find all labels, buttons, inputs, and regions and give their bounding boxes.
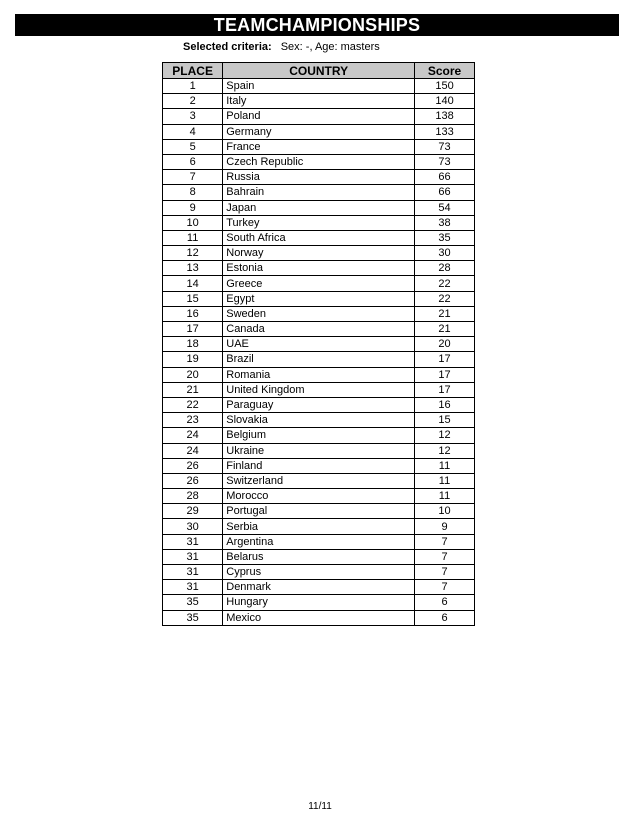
cell-country: France (223, 139, 415, 154)
cell-score: 17 (415, 367, 475, 382)
table-row (163, 185, 475, 200)
cell-country: Morocco (223, 489, 415, 504)
cell-place: 19 (163, 352, 223, 367)
cell-country: Mexico (223, 610, 415, 625)
table-row (163, 352, 475, 367)
cell-country: UAE (223, 337, 415, 352)
cell-place: 7 (163, 170, 223, 185)
cell-score: 6 (415, 595, 475, 610)
table-row (163, 443, 475, 458)
cell-country: Greece (223, 276, 415, 291)
table-row (163, 473, 475, 488)
cell-country: Poland (223, 109, 415, 124)
cell-score: 11 (415, 473, 475, 488)
header-score: Score (415, 63, 475, 79)
cell-place: 11 (163, 230, 223, 245)
table-row (163, 428, 475, 443)
table-row (163, 397, 475, 412)
cell-place: 16 (163, 306, 223, 321)
cell-place: 31 (163, 534, 223, 549)
cell-country: Argentina (223, 534, 415, 549)
table-row (163, 261, 475, 276)
cell-country: Cyprus (223, 565, 415, 580)
cell-place: 35 (163, 595, 223, 610)
cell-country: Estonia (223, 261, 415, 276)
cell-score: 28 (415, 261, 475, 276)
cell-score: 11 (415, 489, 475, 504)
cell-place: 9 (163, 200, 223, 215)
table-row (163, 170, 475, 185)
cell-country: Brazil (223, 352, 415, 367)
cell-place: 4 (163, 124, 223, 139)
cell-country: Sweden (223, 306, 415, 321)
cell-score: 7 (415, 549, 475, 564)
cell-country: Germany (223, 124, 415, 139)
cell-place: 35 (163, 610, 223, 625)
cell-country: Belarus (223, 549, 415, 564)
cell-country: Russia (223, 170, 415, 185)
cell-score: 7 (415, 580, 475, 595)
cell-place: 26 (163, 473, 223, 488)
cell-place: 28 (163, 489, 223, 504)
table-row (163, 306, 475, 321)
cell-score: 12 (415, 443, 475, 458)
table-row (163, 246, 475, 261)
table-row (163, 580, 475, 595)
cell-score: 21 (415, 322, 475, 337)
cell-score: 17 (415, 352, 475, 367)
cell-place: 22 (163, 397, 223, 412)
cell-country: Paraguay (223, 397, 415, 412)
cell-country: Turkey (223, 215, 415, 230)
table-row (163, 200, 475, 215)
cell-place: 31 (163, 549, 223, 564)
table-row (163, 565, 475, 580)
table-row (163, 367, 475, 382)
table-row (163, 230, 475, 245)
table-row (163, 413, 475, 428)
table-row (163, 458, 475, 473)
cell-place: 17 (163, 322, 223, 337)
cell-country: Hungary (223, 595, 415, 610)
cell-place: 5 (163, 139, 223, 154)
table-row (163, 504, 475, 519)
table-row (163, 337, 475, 352)
table-body (163, 79, 475, 626)
page-number: 11/11 (308, 801, 332, 812)
table-row (163, 139, 475, 154)
table-row (163, 382, 475, 397)
cell-country: Canada (223, 322, 415, 337)
cell-score: 38 (415, 215, 475, 230)
cell-score: 73 (415, 139, 475, 154)
cell-score: 73 (415, 154, 475, 169)
cell-place: 24 (163, 443, 223, 458)
table-row (163, 489, 475, 504)
cell-place: 30 (163, 519, 223, 534)
cell-country: Portugal (223, 504, 415, 519)
cell-score: 9 (415, 519, 475, 534)
cell-score: 15 (415, 413, 475, 428)
cell-score: 20 (415, 337, 475, 352)
cell-score: 133 (415, 124, 475, 139)
cell-country: Italy (223, 94, 415, 109)
cell-country: Egypt (223, 291, 415, 306)
table-row (163, 94, 475, 109)
cell-score: 30 (415, 246, 475, 261)
cell-score: 22 (415, 276, 475, 291)
criteria-value: Sex: -, Age: masters (280, 41, 380, 53)
cell-score: 66 (415, 185, 475, 200)
cell-country: Bahrain (223, 185, 415, 200)
cell-country: Ukraine (223, 443, 415, 458)
cell-score: 138 (415, 109, 475, 124)
cell-place: 20 (163, 367, 223, 382)
criteria-label: Selected criteria: (183, 41, 272, 53)
cell-place: 3 (163, 109, 223, 124)
page-title: TEAMCHAMPIONSHIPS (15, 14, 619, 36)
cell-country: Spain (223, 79, 415, 94)
cell-score: 35 (415, 230, 475, 245)
cell-score: 140 (415, 94, 475, 109)
table-row (163, 549, 475, 564)
table-row (163, 534, 475, 549)
cell-place: 13 (163, 261, 223, 276)
cell-place: 31 (163, 565, 223, 580)
table-row (163, 154, 475, 169)
cell-place: 26 (163, 458, 223, 473)
cell-score: 54 (415, 200, 475, 215)
cell-country: Denmark (223, 580, 415, 595)
cell-place: 21 (163, 382, 223, 397)
table-row (163, 519, 475, 534)
cell-score: 11 (415, 458, 475, 473)
table-row (163, 322, 475, 337)
cell-country: Norway (223, 246, 415, 261)
cell-country: Finland (223, 458, 415, 473)
cell-score: 66 (415, 170, 475, 185)
table-row (163, 109, 475, 124)
team-results-table (162, 62, 475, 626)
cell-place: 2 (163, 94, 223, 109)
table-row (163, 610, 475, 625)
cell-score: 150 (415, 79, 475, 94)
cell-country: Serbia (223, 519, 415, 534)
cell-country: United Kingdom (223, 382, 415, 397)
cell-country: Belgium (223, 428, 415, 443)
cell-place: 10 (163, 215, 223, 230)
cell-country: Slovakia (223, 413, 415, 428)
cell-score: 12 (415, 428, 475, 443)
table-row (163, 124, 475, 139)
cell-score: 7 (415, 534, 475, 549)
cell-score: 22 (415, 291, 475, 306)
cell-score: 10 (415, 504, 475, 519)
cell-place: 1 (163, 79, 223, 94)
cell-score: 17 (415, 382, 475, 397)
header-country: COUNTRY (223, 63, 415, 79)
selected-criteria (183, 40, 380, 54)
cell-score: 6 (415, 610, 475, 625)
cell-country: Czech Republic (223, 154, 415, 169)
cell-place: 14 (163, 276, 223, 291)
header-place: PLACE (163, 63, 223, 79)
cell-country: Romania (223, 367, 415, 382)
cell-score: 21 (415, 306, 475, 321)
cell-place: 23 (163, 413, 223, 428)
cell-score: 7 (415, 565, 475, 580)
table-row (163, 595, 475, 610)
table-row (163, 291, 475, 306)
cell-place: 18 (163, 337, 223, 352)
cell-place: 31 (163, 580, 223, 595)
table-row (163, 215, 475, 230)
cell-place: 8 (163, 185, 223, 200)
cell-place: 24 (163, 428, 223, 443)
cell-place: 6 (163, 154, 223, 169)
table-header-row (163, 63, 475, 79)
cell-place: 15 (163, 291, 223, 306)
cell-country: South Africa (223, 230, 415, 245)
cell-place: 29 (163, 504, 223, 519)
table-row (163, 79, 475, 94)
cell-country: Japan (223, 200, 415, 215)
table-row (163, 276, 475, 291)
cell-country: Switzerland (223, 473, 415, 488)
cell-score: 16 (415, 397, 475, 412)
cell-place: 12 (163, 246, 223, 261)
